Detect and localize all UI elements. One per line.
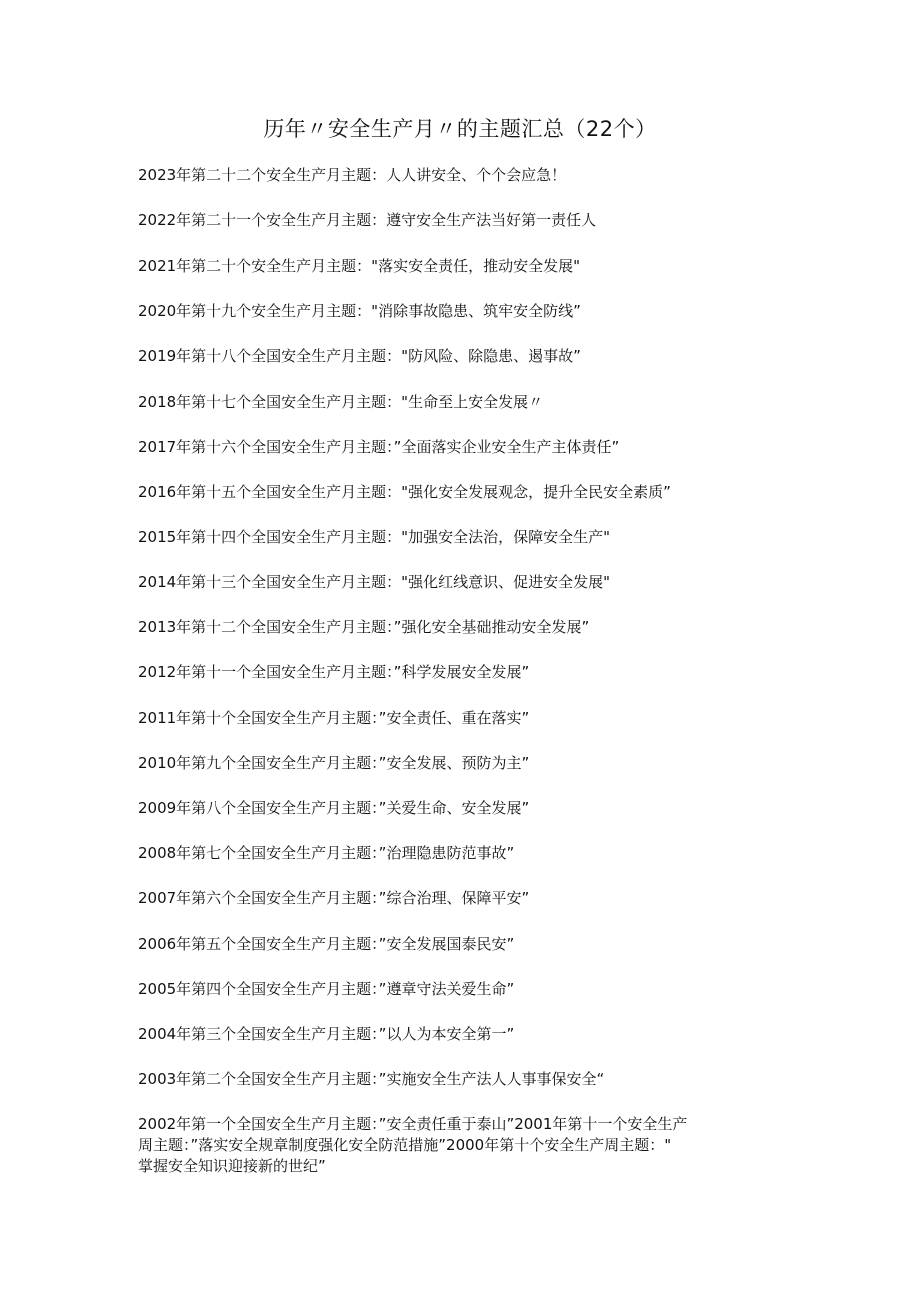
theme-entry-2022: 2022年第二十一个安全生产月主题：遵守安全生产法当好第一责任人 <box>138 211 597 229</box>
theme-entry-2012: 2012年第十一个全国安全生产月主题：”科学发展安全发展” <box>138 663 530 681</box>
theme-entry-2009: 2009年第八个全国安全生产月主题：”关爱生命、安全发展” <box>138 799 530 817</box>
theme-entry-2004: 2004年第三个全国安全生产月主题：”以人为本安全第一” <box>138 1025 515 1043</box>
document-title: 历年〃安全生产月〃的主题汇总（22个） <box>263 117 657 141</box>
theme-entry-2020: 2020年第十九个安全生产月主题："消除事故隐患、筑牢安全防线” <box>138 302 581 320</box>
theme-entry-2021: 2021年第二十个安全生产月主题："落实安全责任，推动安全发展" <box>138 257 580 275</box>
theme-entry-line-1: 2002年第一个全国安全生产月主题：”安全责任重于泰山”2001年第十一个安全生产 <box>138 1115 688 1133</box>
theme-entry-2003: 2003年第二个全国安全生产月主题：”实施安全生产法人人事事保安全“ <box>138 1070 605 1088</box>
theme-entry-2008: 2008年第七个全国安全生产月主题：”治理隐患防范事故” <box>138 844 515 862</box>
theme-entry-2023: 2023年第二十二个安全生产月主题：人人讲安全、个个会应急！ <box>138 166 567 184</box>
theme-entry-2016: 2016年第十五个全国安全生产月主题："强化安全发展观念，提升全民安全素质” <box>138 483 671 501</box>
theme-entry-2007: 2007年第六个全国安全生产月主题：”综合治理、保障平安” <box>138 889 530 907</box>
theme-entry-2013: 2013年第十二个全国安全生产月主题：”强化安全基础推动安全发展” <box>138 618 590 636</box>
theme-entry-2019: 2019年第十八个全国安全生产月主题："防风险、除隐患、遏事故” <box>138 347 581 365</box>
theme-entry-2017: 2017年第十六个全国安全生产月主题：”全面落实企业安全生产主体责任” <box>138 438 620 456</box>
theme-entry-2014: 2014年第十三个全国安全生产月主题："强化红线意识、促进安全发展" <box>138 573 610 591</box>
theme-entry-2005: 2005年第四个全国安全生产月主题：”遵章守法关爱生命” <box>138 980 515 998</box>
theme-entry-2010: 2010年第九个全国安全生产月主题：”安全发展、预防为主” <box>138 754 530 772</box>
theme-entry-2015: 2015年第十四个全国安全生产月主题："加强安全法治，保障安全生产" <box>138 528 610 546</box>
theme-entry-2018: 2018年第十七个全国安全生产月主题："生命至上安全发展〃 <box>138 393 544 411</box>
theme-entry-2006: 2006年第五个全国安全生产月主题：”安全发展国泰民安” <box>138 935 515 953</box>
theme-entry-2011: 2011年第十个全国安全生产月主题：”安全责任、重在落实” <box>138 709 530 727</box>
theme-entry-line-2: 周主题：”落实安全规章制度强化安全防范措施”2000年第十个安全生产周主题：" <box>138 1136 672 1154</box>
theme-entry-2002-2000 <box>138 1114 798 1177</box>
theme-entry-line-3: 掌握安全知识迎接新的世纪” <box>138 1157 326 1175</box>
